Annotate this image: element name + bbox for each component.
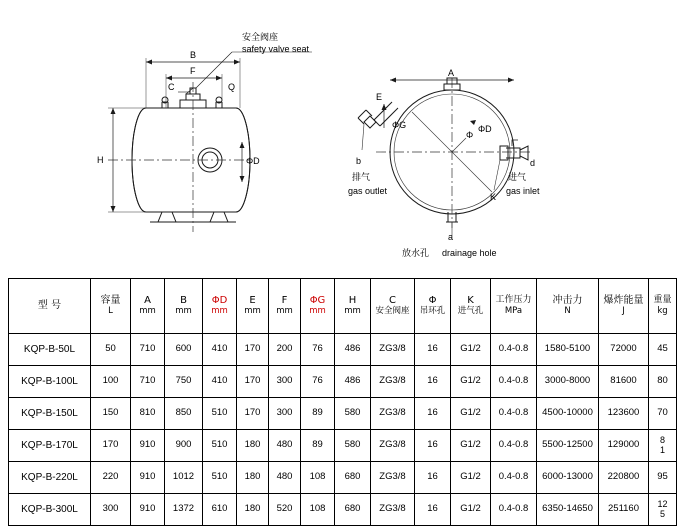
cell-model: KQP-B-220L <box>9 462 91 494</box>
table-cell: 810 <box>131 398 165 430</box>
table-cell: 150 <box>91 398 131 430</box>
table-cell: 0.4-0.8 <box>491 494 537 526</box>
label-dim-c: C <box>168 82 175 92</box>
th-k-sub: 进气孔 <box>457 305 484 316</box>
th-f <box>269 279 301 334</box>
table-body <box>9 334 677 526</box>
table-cell: 680 <box>335 494 371 526</box>
th-f-sub: mm <box>276 305 293 316</box>
table-cell: 170 <box>91 430 131 462</box>
spec-table-container <box>8 278 672 526</box>
th-phi-lifting-hole <box>415 279 451 334</box>
th-phi-g <box>301 279 335 334</box>
th-wt-main: 重量 <box>653 295 672 306</box>
table-cell: 710 <box>131 366 165 398</box>
table-cell: ZG3/8 <box>371 398 415 430</box>
label-drainage-cn: 放水孔 <box>402 249 430 259</box>
table-cell: 3000-8000 <box>537 366 599 398</box>
table-cell: G1/2 <box>451 398 491 430</box>
table-cell: 910 <box>131 462 165 494</box>
table-cell: 410 <box>203 334 237 366</box>
table-cell: 100 <box>91 366 131 398</box>
label-gas-inlet-cn: 进气 <box>508 173 527 183</box>
table-cell <box>649 430 677 462</box>
table-cell: 123600 <box>599 398 649 430</box>
table-cell: G1/2 <box>451 494 491 526</box>
label-dim-phi: Φ <box>466 130 474 140</box>
table-cell: ZG3/8 <box>371 494 415 526</box>
table-cell: ZG3/8 <box>371 430 415 462</box>
table-row <box>9 462 677 494</box>
th-ee-sub: J <box>622 305 625 316</box>
label-safety-valve-seat-en: safety valve seat <box>242 44 310 54</box>
cell-model: KQP-B-170L <box>9 430 91 462</box>
table-cell: 610 <box>203 494 237 526</box>
table-cell: 16 <box>415 398 451 430</box>
table-cell: G1/2 <box>451 430 491 462</box>
table-cell: 170 <box>237 366 269 398</box>
table-cell: 300 <box>269 398 301 430</box>
th-phi-g-sub: mm <box>309 305 326 316</box>
table-cell: 108 <box>301 494 335 526</box>
table-cell: 6350-14650 <box>537 494 599 526</box>
table-cell: 480 <box>269 462 301 494</box>
th-capacity-main: 容量 <box>100 295 121 307</box>
th-phi-d-main: ΦD <box>211 295 228 307</box>
table-cell: 520 <box>269 494 301 526</box>
weight-line-2: 1 <box>659 444 665 455</box>
table-cell: ZG3/8 <box>371 462 415 494</box>
table-cell: 108 <box>301 462 335 494</box>
label-gas-inlet-en: gas inlet <box>506 186 540 196</box>
th-wt-sub: kg <box>657 305 668 316</box>
th-impact-force <box>537 279 599 334</box>
table-cell: 180 <box>237 462 269 494</box>
cell-model: KQP-B-50L <box>9 334 91 366</box>
table-cell: G1/2 <box>451 366 491 398</box>
th-phi-main: Φ <box>428 295 437 307</box>
label-safety-valve-seat-cn: 安全阀座 <box>242 33 279 43</box>
th-a-sub: mm <box>139 305 156 316</box>
table-cell: 710 <box>131 334 165 366</box>
label-dim-h: H <box>97 155 104 165</box>
table-cell: 900 <box>165 430 203 462</box>
label-dim-e: E <box>376 92 383 102</box>
table-cell: 220 <box>91 462 131 494</box>
table-cell: 81600 <box>599 366 649 398</box>
weight-line-1: 8 <box>659 435 665 446</box>
table-cell: 16 <box>415 430 451 462</box>
table-cell: 45 <box>649 334 677 366</box>
th-phi-d-sub: mm <box>211 305 228 316</box>
th-k-main: K <box>467 295 474 307</box>
table-cell: 910 <box>131 494 165 526</box>
label-dim-a: A <box>448 68 455 78</box>
label-exhaust-cn: 排气 <box>352 173 371 183</box>
th-c-main: C <box>389 295 396 307</box>
table-header-row <box>9 279 677 334</box>
table-cell: G1/2 <box>451 334 491 366</box>
th-e-main: E <box>249 295 256 307</box>
table-cell: 910 <box>131 430 165 462</box>
th-working-pressure <box>491 279 537 334</box>
table-cell: 50 <box>91 334 131 366</box>
th-phi-g-main: ΦG <box>309 295 326 307</box>
table-cell: 76 <box>301 334 335 366</box>
th-a <box>131 279 165 334</box>
th-ee-main: 爆炸能量 <box>603 295 644 307</box>
technical-drawing <box>0 0 654 272</box>
table-cell: 16 <box>415 334 451 366</box>
th-b <box>165 279 203 334</box>
table-cell: 0.4-0.8 <box>491 430 537 462</box>
table-row <box>9 430 677 462</box>
table-cell: 170 <box>237 398 269 430</box>
table-cell: 750 <box>165 366 203 398</box>
table-row <box>9 366 677 398</box>
table-cell: 180 <box>237 494 269 526</box>
table-cell: 220800 <box>599 462 649 494</box>
table-cell: 129000 <box>599 430 649 462</box>
label-dim-phi-d-left: ΦD <box>246 156 260 166</box>
table-cell: 300 <box>91 494 131 526</box>
table-cell: 0.4-0.8 <box>491 398 537 430</box>
th-model-main: 型 号 <box>37 300 62 312</box>
table-cell: 486 <box>335 334 371 366</box>
table-row <box>9 494 677 526</box>
th-a-main: A <box>144 295 151 307</box>
table-cell: 5500-12500 <box>537 430 599 462</box>
label-dim-phi-d-right: ΦD <box>478 124 492 134</box>
th-f-main: F <box>281 295 288 307</box>
th-wp-sub: MPa <box>504 305 523 316</box>
spec-table <box>8 278 677 526</box>
th-phi-sub: 吊环孔 <box>419 305 446 316</box>
table-cell: ZG3/8 <box>371 366 415 398</box>
table-cell: 4500-10000 <box>537 398 599 430</box>
label-dim-q: Q <box>228 82 236 92</box>
th-c-sub: 安全阀座 <box>375 305 410 316</box>
th-weight <box>649 279 677 334</box>
table-cell: 480 <box>269 430 301 462</box>
table-cell: 680 <box>335 462 371 494</box>
label-dim-d: d <box>530 158 536 168</box>
cell-model: KQP-B-150L <box>9 398 91 430</box>
table-cell: 95 <box>649 462 677 494</box>
th-h-sub: mm <box>344 305 361 316</box>
label-dim-k: K <box>490 192 497 202</box>
table-cell: 89 <box>301 430 335 462</box>
label-drainage-en: drainage hole <box>442 248 497 258</box>
table-cell: 510 <box>203 462 237 494</box>
table-cell: 0.4-0.8 <box>491 366 537 398</box>
table-cell: 76 <box>301 366 335 398</box>
table-cell: ZG3/8 <box>371 334 415 366</box>
th-b-main: B <box>180 295 187 307</box>
table-cell: 16 <box>415 366 451 398</box>
th-capacity-sub: L <box>108 305 113 316</box>
table-cell: 0.4-0.8 <box>491 462 537 494</box>
table-cell <box>649 494 677 526</box>
table-cell: 510 <box>203 430 237 462</box>
label-dim-a-lower: a <box>448 232 454 242</box>
table-cell: 6000-13000 <box>537 462 599 494</box>
th-explosion-energy <box>599 279 649 334</box>
table-row <box>9 334 677 366</box>
table-cell: 0.4-0.8 <box>491 334 537 366</box>
table-cell: 1580-5100 <box>537 334 599 366</box>
cell-model: KQP-B-300L <box>9 494 91 526</box>
th-e <box>237 279 269 334</box>
table-cell: 72000 <box>599 334 649 366</box>
table-cell: 16 <box>415 462 451 494</box>
th-c-safety-valve-seat <box>371 279 415 334</box>
th-if-sub: N <box>564 305 571 316</box>
table-cell: 251160 <box>599 494 649 526</box>
th-k-inlet-hole <box>451 279 491 334</box>
table-cell: 580 <box>335 398 371 430</box>
table-cell: 850 <box>165 398 203 430</box>
table-row <box>9 398 677 430</box>
th-h <box>335 279 371 334</box>
table-cell: 600 <box>165 334 203 366</box>
label-exhaust-en: gas outlet <box>348 186 388 196</box>
th-capacity <box>91 279 131 334</box>
table-cell: 80 <box>649 366 677 398</box>
th-if-main: 冲击力 <box>552 295 583 307</box>
label-dim-f: F <box>190 66 196 76</box>
weight-line-2: 5 <box>659 508 665 519</box>
label-dim-phi-g: ΦG <box>392 120 407 130</box>
table-cell: 200 <box>269 334 301 366</box>
table-cell: 180 <box>237 430 269 462</box>
table-cell: G1/2 <box>451 462 491 494</box>
label-dim-b-lower: b <box>356 156 362 166</box>
th-model <box>9 279 91 334</box>
th-phi-d <box>203 279 237 334</box>
table-cell: 486 <box>335 366 371 398</box>
th-wp-main: 工作压力 <box>495 295 532 306</box>
table-cell: 580 <box>335 430 371 462</box>
table-cell: 1012 <box>165 462 203 494</box>
weight-line-1: 12 <box>657 499 668 510</box>
label-dim-b: B <box>190 50 197 60</box>
table-cell: 300 <box>269 366 301 398</box>
table-cell: 89 <box>301 398 335 430</box>
th-b-sub: mm <box>175 305 192 316</box>
table-cell: 170 <box>237 334 269 366</box>
table-cell: 16 <box>415 494 451 526</box>
cell-model: KQP-B-100L <box>9 366 91 398</box>
table-cell: 510 <box>203 398 237 430</box>
table-cell: 70 <box>649 398 677 430</box>
th-h-main: H <box>348 295 357 307</box>
table-cell: 1372 <box>165 494 203 526</box>
th-e-sub: mm <box>244 305 261 316</box>
table-cell: 410 <box>203 366 237 398</box>
